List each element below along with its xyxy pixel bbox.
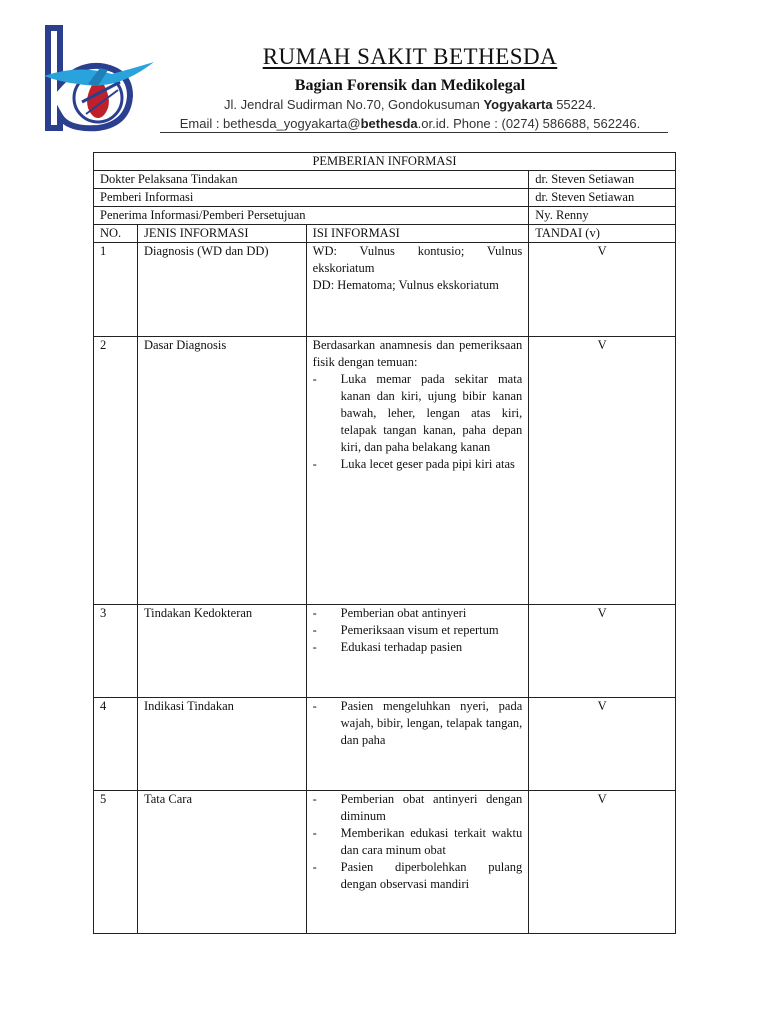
check-mark: V bbox=[529, 337, 676, 605]
list-item: - Luka memar pada sekitar mata kanan dan kiri, ujung bibir kanan bawah, leher, lengan atas kiri, telapak tangan kanan, paha depan kiri, dan paha belakang kanan bbox=[313, 371, 523, 456]
table-row: 3 Tindakan Kedokteran - Pemberian obat antinyeri - Pemeriksaan visum et repertum - Edukasi terhadap pasien V bbox=[94, 605, 676, 698]
meta-row: Dokter Pelaksana Tindakan dr. Steven Setiawan bbox=[94, 171, 676, 189]
hospital-name: RUMAH SAKIT BETHESDA bbox=[262, 44, 558, 69]
check-mark: V bbox=[529, 698, 676, 791]
list-item: - Pemberian obat antinyeri dengan diminum bbox=[313, 791, 523, 825]
list-item: - Pasien diperbolehkan pulang dengan observasi mandiri bbox=[313, 859, 523, 893]
check-mark: V bbox=[529, 791, 676, 934]
col-header-no: NO. bbox=[94, 225, 138, 243]
list-item: - Pemberian obat antinyeri bbox=[313, 605, 523, 622]
check-mark: V bbox=[529, 605, 676, 698]
table-row: 4 Indikasi Tindakan - Pasien mengeluhkan nyeri, pada wajah, bibir, lengan, telapak tangan, dan paha V bbox=[94, 698, 676, 791]
list-item: - Edukasi terhadap pasien bbox=[313, 639, 523, 656]
col-header-tandai: TANDAI (v) bbox=[529, 225, 676, 243]
header-divider bbox=[160, 132, 668, 133]
list-item: - Pasien mengeluhkan nyeri, pada wajah, bibir, lengan, telapak tangan, dan paha bbox=[313, 698, 523, 749]
table-title: PEMBERIAN INFORMASI bbox=[94, 153, 676, 171]
meta-row: Pemberi Informasi dr. Steven Setiawan bbox=[94, 189, 676, 207]
address-line: Jl. Jendral Sudirman No.70, Gondokusuman Yogyakarta 55224. bbox=[224, 97, 596, 112]
contact-line: Email : bethesda_yogyakarta@bethesda.or.id. Phone : (0274) 586688, 562246. bbox=[179, 116, 641, 131]
information-table bbox=[93, 152, 676, 934]
column-header-row bbox=[94, 225, 676, 243]
check-mark: V bbox=[529, 243, 676, 337]
table-row: 5 Tata Cara - Pemberian obat antinyeri dengan diminum - Memberikan edukasi terkait waktu dan cara minum obat - Pasien diperbolehkan pulang dengan observasi mandiri V bbox=[94, 791, 676, 934]
bethesda-logo-icon bbox=[38, 24, 158, 132]
department-name: Bagian Forensik dan Medikolegal bbox=[294, 77, 526, 94]
meta-row: Penerima Informasi/Pemberi Persetujuan Ny. Renny bbox=[94, 207, 676, 225]
list-item: - Memberikan edukasi terkait waktu dan cara minum obat bbox=[313, 825, 523, 859]
list-item: - Luka lecet geser pada pipi kiri atas bbox=[313, 456, 523, 473]
col-header-isi: ISI INFORMASI bbox=[306, 225, 529, 243]
list-item: - Pemeriksaan visum et repertum bbox=[313, 622, 523, 639]
table-row: 2 Dasar Diagnosis Berdasarkan anamnesis dan pemeriksaan fisik dengan temuan: - Luka memar pada sekitar mata kanan dan kiri, ujung bibir kanan bawah, leher, lengan atas kiri, telapak tangan kanan, paha depan kiri, dan paha belakang kanan - Luka lecet geser pada pipi kiri atas V bbox=[94, 337, 676, 605]
table-row: 1 Diagnosis (WD dan DD) WD: Vulnus kontusio; Vulnus ekskoriatum DD: Hematoma; Vulnus ekskoriatum V bbox=[94, 243, 676, 337]
col-header-jenis: JENIS INFORMASI bbox=[137, 225, 306, 243]
